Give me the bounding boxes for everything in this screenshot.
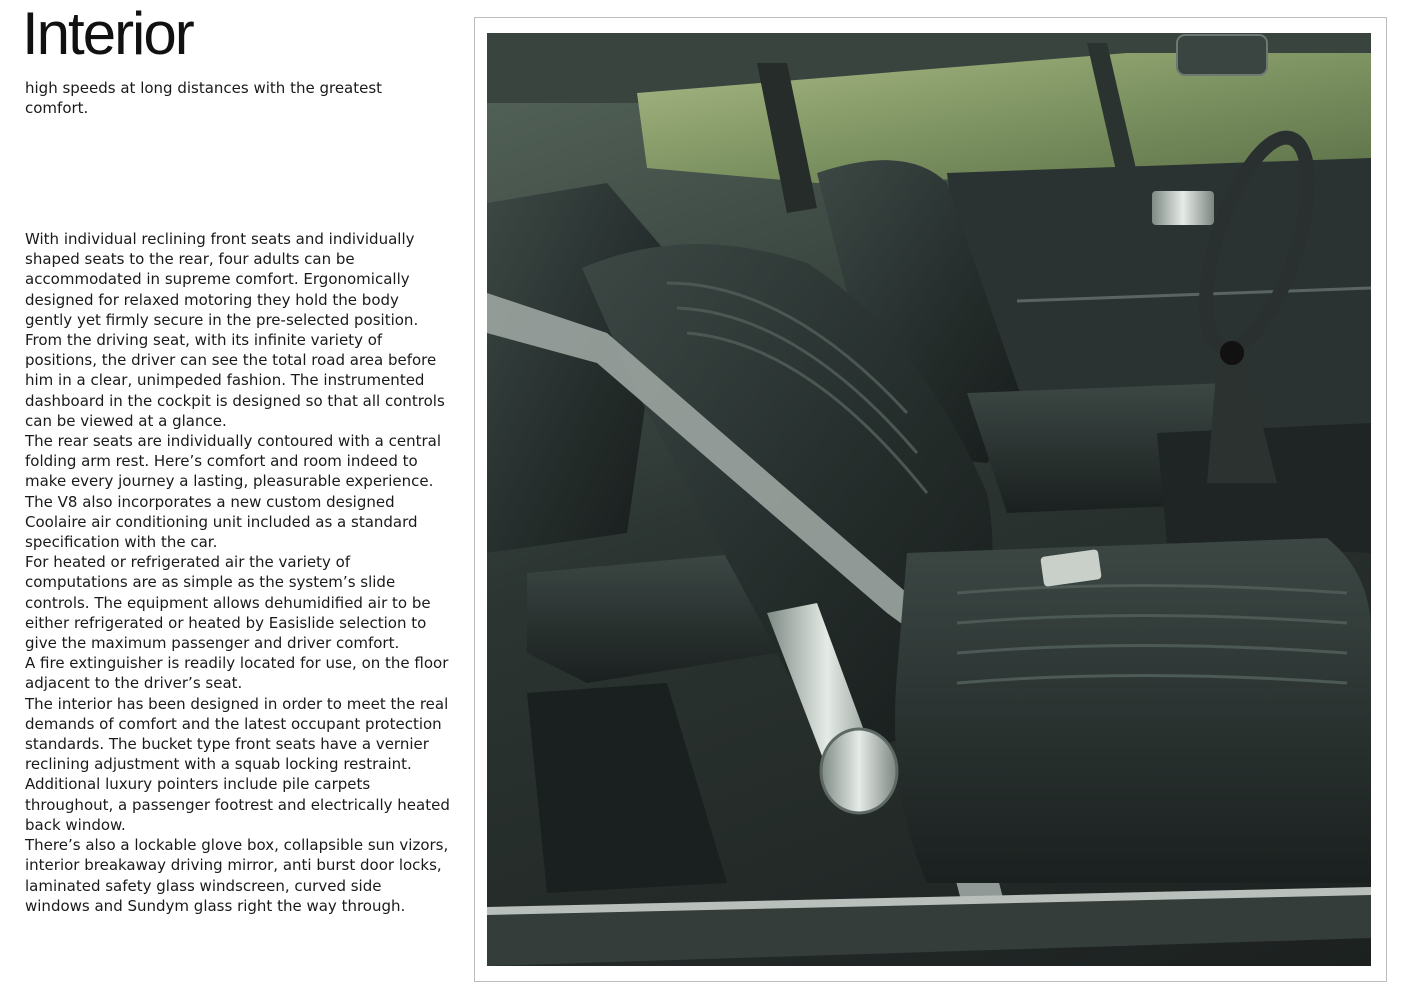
body-text bbox=[25, 229, 450, 916]
paragraph-air-conditioning: The V8 also incorporates a new custom designed Coolaire air conditioning unit included as a standard specification with the car. bbox=[25, 492, 418, 552]
paragraph-equipment: There’s also a lockable glove box, collapsible sun vizors, interior breakaway driving mirror, anti burst door locks, laminated safety glass windscreen, curved side windows and Sundym glass right the way through. bbox=[25, 836, 449, 915]
paragraph-safety: The interior has been designed in order to meet the real demands of comfort and the latest occupant protection standards. The bucket type front seats have a vernier reclining adjustment with a squab locking restraint. Additional luxury pointers include pile carpets throughout, a passenger footrest and electrically heated back window. bbox=[25, 694, 450, 834]
page-title: Interior bbox=[22, 0, 193, 67]
gear-knob bbox=[1220, 341, 1244, 365]
interior-illustration bbox=[487, 33, 1371, 966]
rearview-mirror bbox=[1177, 35, 1267, 75]
door-handle bbox=[1152, 191, 1214, 225]
paragraph-fire-extinguisher: A fire extinguisher is readily located for use, on the floor adjacent to the driver’s seat. bbox=[25, 654, 449, 693]
interior-photo bbox=[487, 33, 1371, 966]
paragraph-climate-controls: For heated or refrigerated air the variety of computations are as simple as the system’s slide controls. The equipment allows dehumidified air to be either refrigerated or heated by Easislide selection to give the maximum passenger and driver comfort. bbox=[25, 553, 431, 653]
paragraph-rear-seats: The rear seats are individually contoured with a central folding arm rest. Here’s comfort and room indeed to make every journey a lasting, pleasurable experience. bbox=[25, 432, 441, 491]
intro-text: high speeds at long distances with the greatest comfort. bbox=[25, 79, 383, 117]
recliner-knob bbox=[821, 729, 897, 813]
paragraph-seats: With individual reclining front seats and individually shaped seats to the rear, four adults can be accommodated in supreme comfort. Ergonomically designed for relaxed motoring they hold the body gently yet firmly secure in the pre-selected position. From the driving seat, with its infinite variety of positions, the driver can see the total road area before him in a clear, unimpeded fashion. The instrumented dashboard in the cockpit is designed so that all controls can be viewed at a glance. bbox=[25, 230, 445, 430]
footwell bbox=[527, 683, 727, 893]
